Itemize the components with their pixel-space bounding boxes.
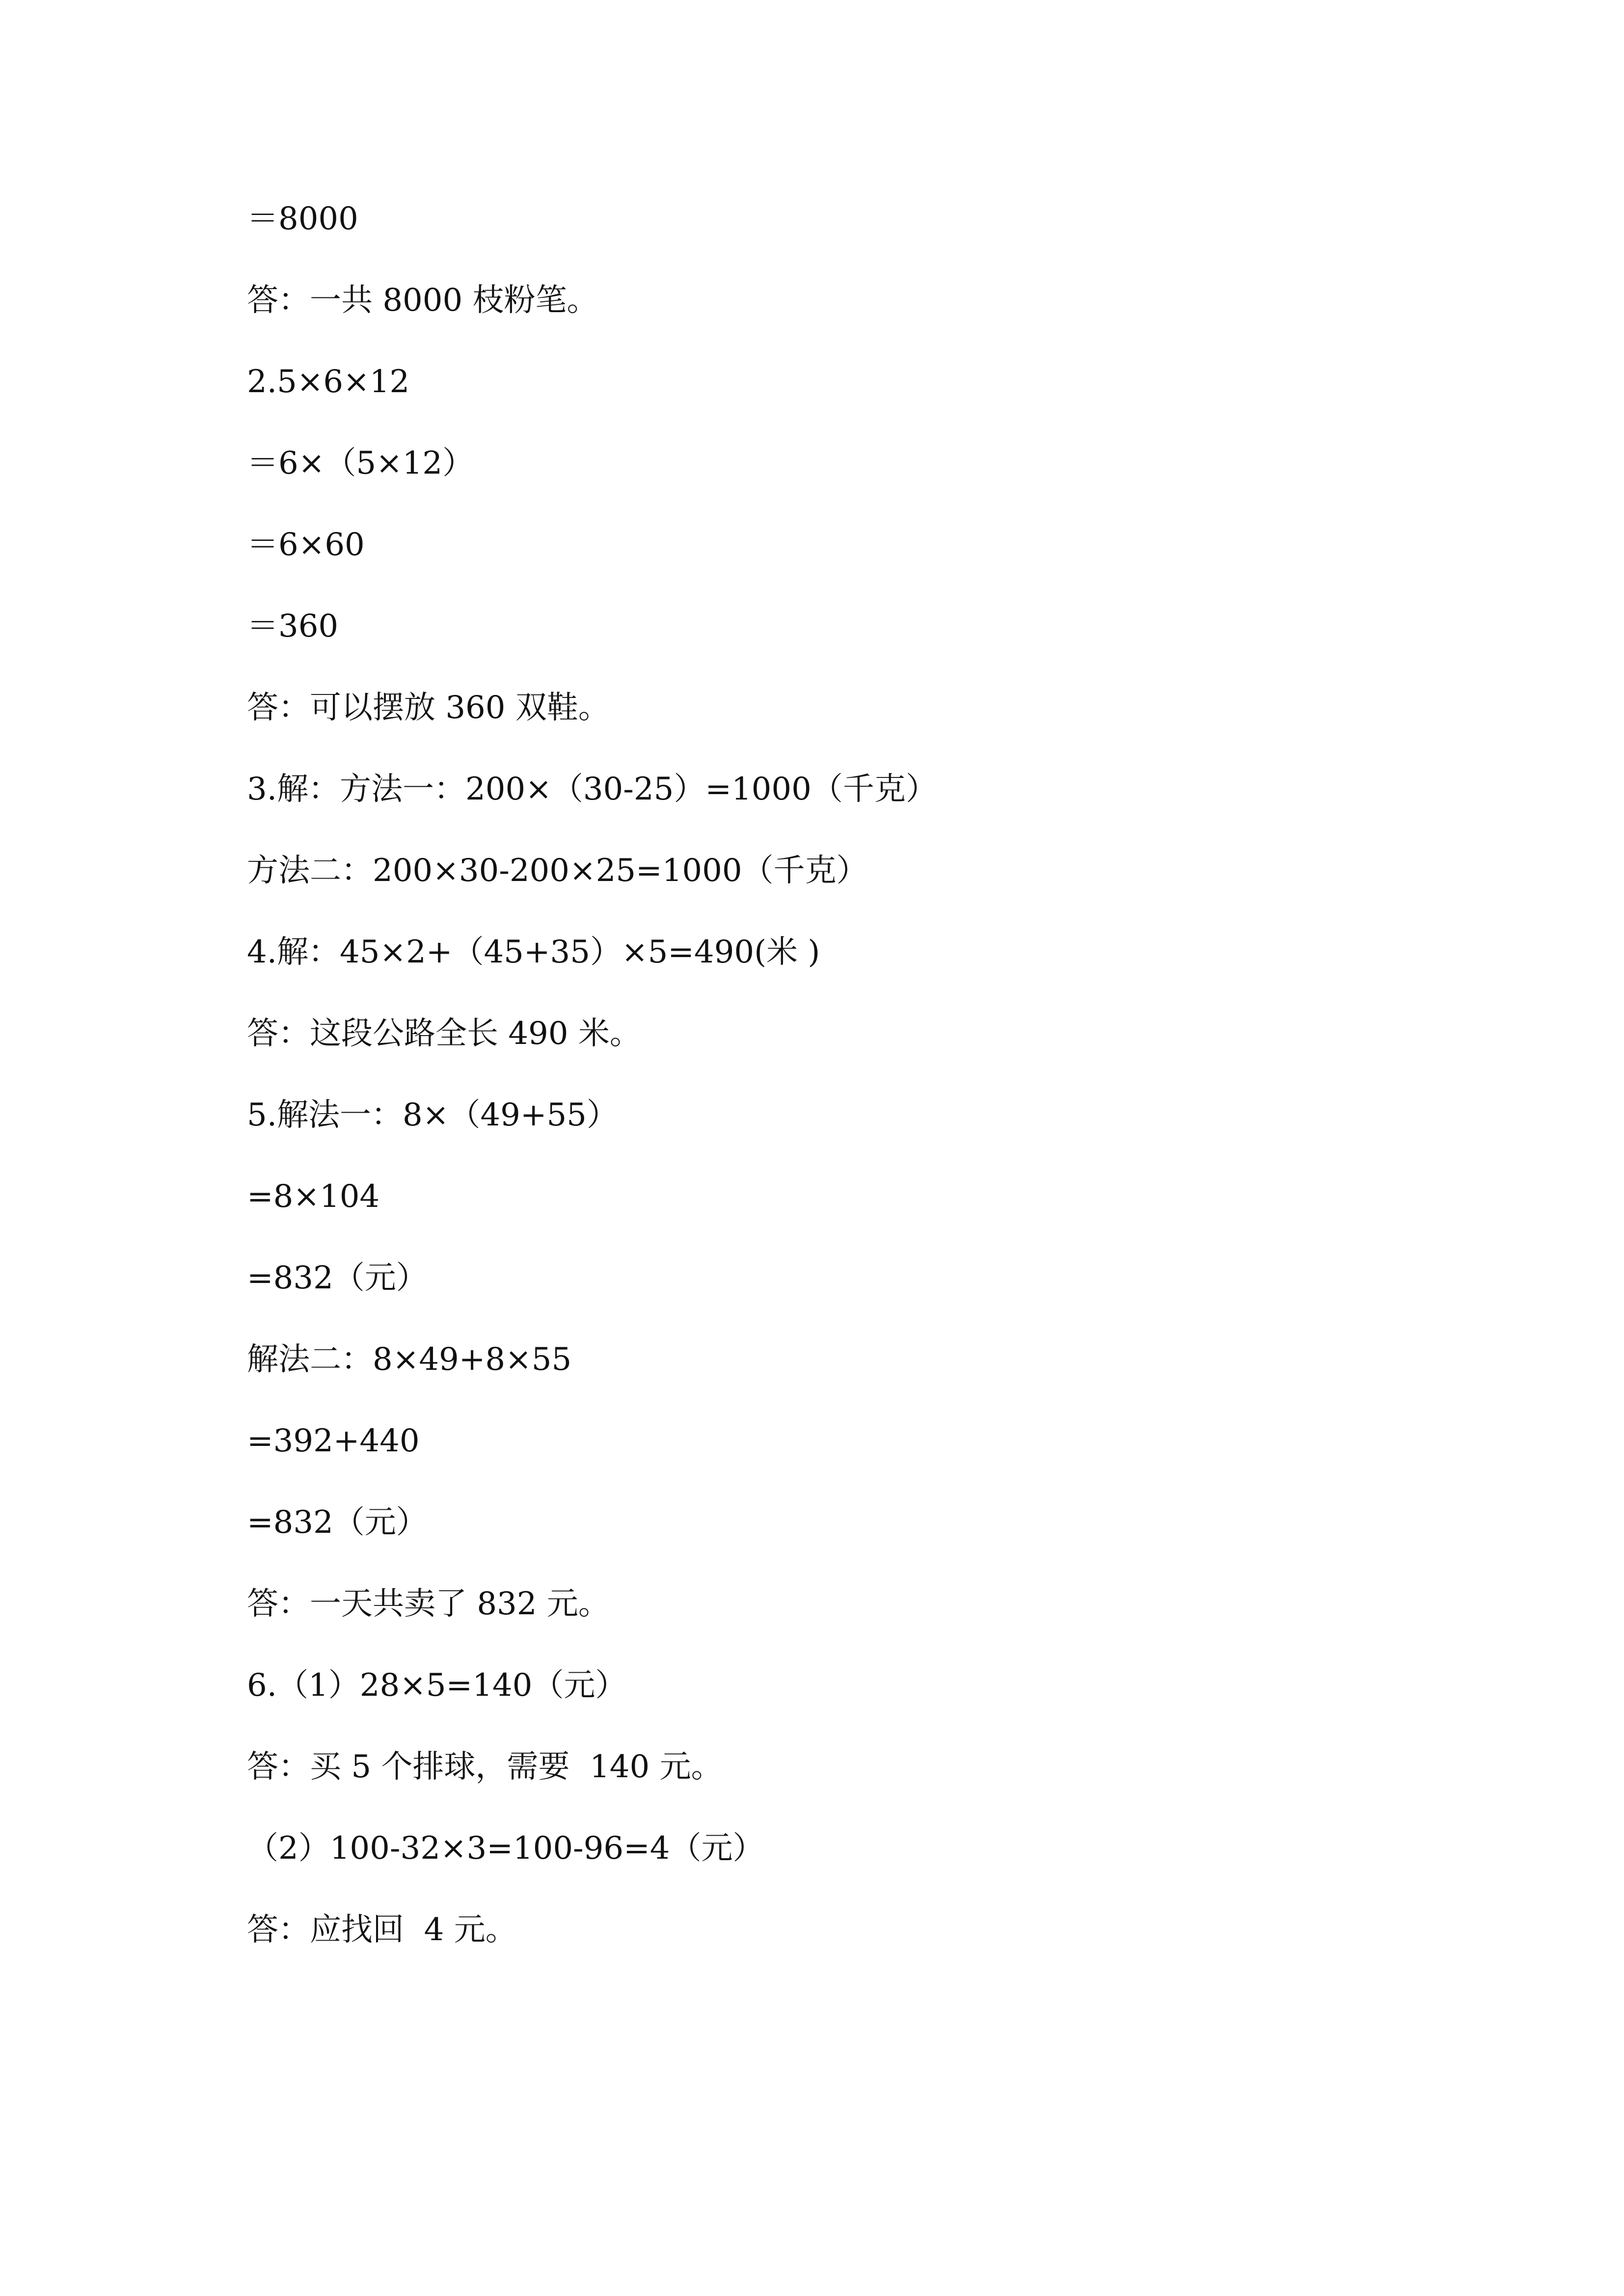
text-line: ＝360 xyxy=(247,608,339,644)
text-line: 答：应找回 4 元。 xyxy=(247,1912,517,1948)
text-line: （2）100-32×3=100-96=4（元） xyxy=(247,1830,764,1867)
text-line: 3.解：方法一：200×（30-25）=1000（千克） xyxy=(247,771,937,807)
text-line: 解法二：8×49+8×55 xyxy=(247,1341,572,1378)
text-line: 2.5×6×12 xyxy=(247,364,410,400)
text-line: ＝6×60 xyxy=(247,527,365,563)
text-line: 5.解法一：8×（49+55） xyxy=(247,1097,618,1133)
text-line: 4.解：45×2+（45+35）×5=490(米 ) xyxy=(247,934,820,970)
text-line: ＝6×（5×12） xyxy=(247,445,474,481)
text-line: 方法二：200×30-200×25=1000（千克） xyxy=(247,853,868,889)
text-line: 答：这段公路全长 490 米。 xyxy=(247,1015,641,1052)
text-line: =832（元） xyxy=(247,1260,428,1296)
text-line: 答：可以摆放 360 双鞋。 xyxy=(247,690,610,726)
text-line: 答：买 5 个排球，需要 140 元。 xyxy=(247,1749,723,1785)
text-line: ＝8000 xyxy=(247,201,358,237)
text-line: 答：一共 8000 枝粉笔。 xyxy=(247,282,598,319)
text-line: =392+440 xyxy=(247,1423,420,1459)
text-line: 答：一天共卖了 832 元。 xyxy=(247,1586,610,1622)
text-line: =8×104 xyxy=(247,1178,380,1215)
answer-text-block xyxy=(247,196,1376,1989)
text-line: =832（元） xyxy=(247,1504,428,1541)
text-line: 6.（1）28×5=140（元） xyxy=(247,1667,627,1704)
